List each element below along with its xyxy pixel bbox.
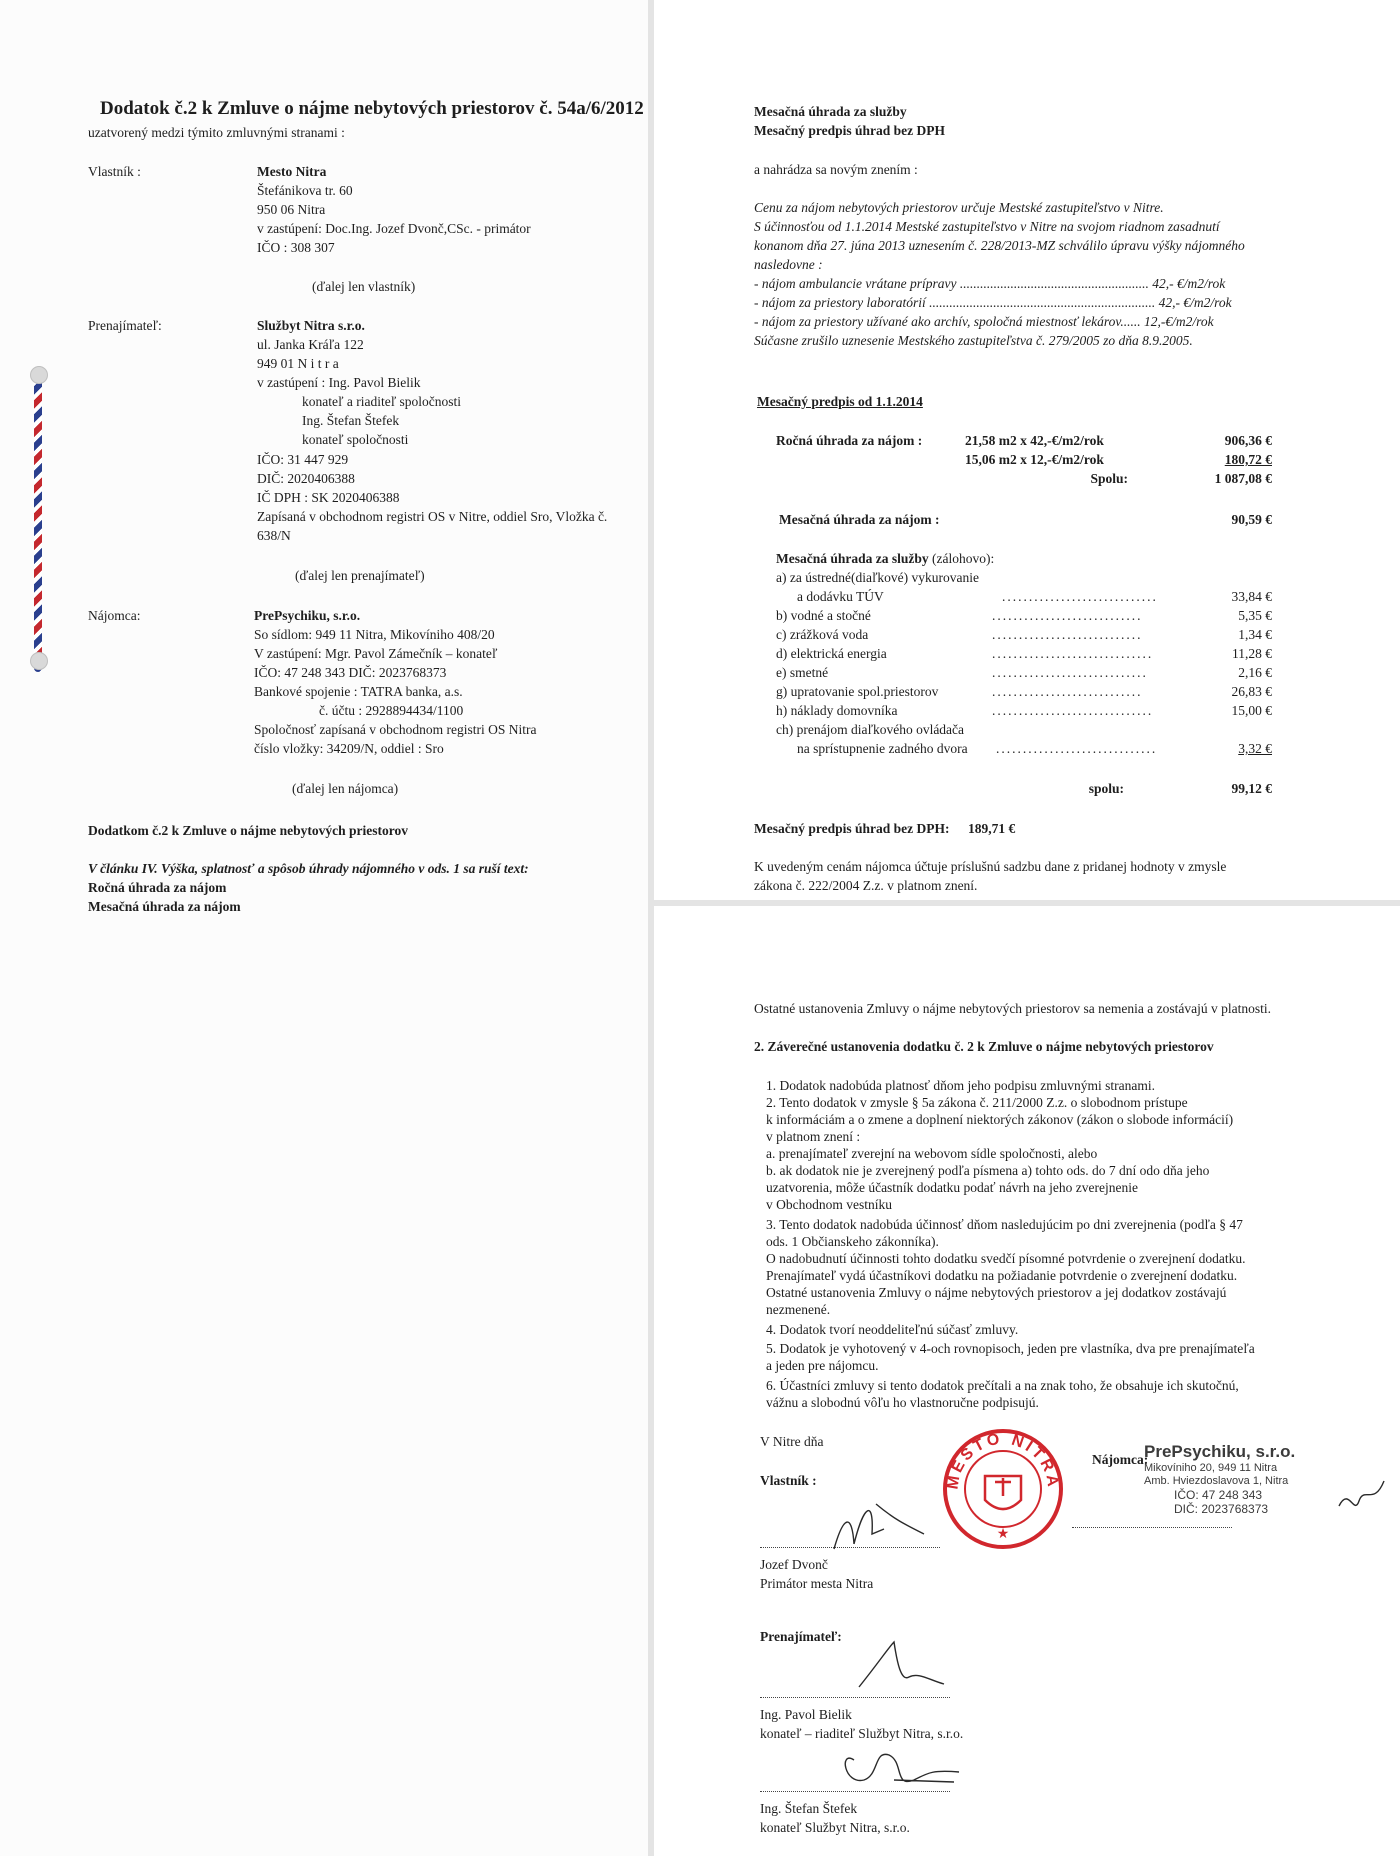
leader-dots: ............................	[992, 608, 1143, 623]
stamp-line: PrePsychiku, s.r.o.	[1144, 1442, 1296, 1461]
service-label: e) smetné	[776, 665, 829, 680]
tenant-line: IČO: 47 248 343 DIČ: 2023768373	[254, 665, 447, 680]
lessor-line: Ing. Štefan Štefek	[302, 413, 400, 428]
rent-text-line: Súčasne zrušilo uznesenie Mestského zastupiteľstva č. 279/2005 zo dňa 8.9.2005.	[754, 333, 1193, 348]
tenant-signature	[1334, 1476, 1390, 1526]
clause-line: Ostatné ustanovenia Zmluvy o nájme nebytových priestorov a jej dodatkov zostávajú	[766, 1285, 1227, 1300]
tenant-line: V zastúpení: Mgr. Pavol Zámečník – konateľ	[254, 646, 498, 661]
lessor-signatory-title: konateľ Službyt Nitra, s.r.o.	[760, 1820, 910, 1835]
lessor-line: 949 01 N i t r a	[257, 356, 339, 371]
stamp-line: DIČ: 2023768373	[1174, 1502, 1269, 1516]
annual-row-value: 180,72 €	[1224, 452, 1272, 467]
service-value: 5,35 €	[1238, 608, 1272, 623]
monthly-total-value: 189,71 €	[968, 821, 1016, 836]
services-sum-value: 99,12 €	[1231, 781, 1272, 796]
owner-signature	[824, 1494, 934, 1564]
annual-sum-value: 1 087,08 €	[1214, 471, 1272, 486]
tenant-line: So sídlom: 949 11 Nitra, Mikovíniho 408/20	[254, 627, 495, 642]
leader-dots: ............................	[992, 684, 1143, 699]
binding-cord	[34, 372, 42, 672]
clause-line: a jeden pre nájomcu.	[766, 1358, 879, 1373]
document-title: Dodatok č.2 k Zmluve o nájme nebytových priestorov č. 54a/6/2012	[100, 98, 644, 119]
lessor-line: v zastúpení : Ing. Pavol Bielik	[257, 375, 421, 390]
service-label: g) upratovanie spol.priestorov	[776, 684, 939, 699]
owner-line: IČO : 308 307	[257, 240, 335, 255]
annual-row-calc: 15,06 m2 x 12,-€/m2/rok	[965, 452, 1104, 467]
page-right-bottom	[654, 906, 1400, 1856]
service-label: h) náklady domovníka	[776, 703, 898, 718]
monthly-rent-label: Mesačná úhrada za nájom :	[779, 512, 940, 527]
clause-line: Prenajímateľ vydá účastníkovi dodatku na požiadanie potvrdenie o zverejnení dodatku.	[766, 1268, 1238, 1283]
tenant-line: číslo vložky: 34209/N, oddiel : Sro	[254, 741, 444, 756]
services-heading-suffix: (zálohovo):	[932, 551, 995, 566]
final-provisions-heading: 2. Záverečné ustanovenia dodatku č. 2 k Zmluve o nájme nebytových priestorov	[754, 1039, 1214, 1054]
lessor-line: Službyt Nitra s.r.o.	[257, 318, 365, 333]
service-value: 15,00 €	[1231, 703, 1272, 718]
clause-line: v platnom znení :	[766, 1129, 861, 1144]
vat-note: K uvedeným cenám nájomca účtuje príslušnú sadzbu dane z pridanej hodnoty v zmysle	[754, 859, 1227, 874]
clause-line: 3. Tento dodatok nadobúda účinnosť dňom nasledujúcim po dni zverejnenia (podľa § 47	[766, 1217, 1243, 1232]
stamp-round-text: MESTO NITRA	[944, 1430, 1062, 1491]
owner-signature-line	[760, 1546, 940, 1548]
leader-dots: ..............................	[992, 646, 1154, 661]
stamp-line: Amb. Hviezdoslavova 1, Nitra	[1144, 1475, 1289, 1487]
owner-line: 950 06 Nitra	[257, 202, 326, 217]
services-heading-text: Mesačná úhrada za služby	[776, 551, 929, 566]
replacement-intro: a nahrádza sa novým znením :	[754, 162, 918, 177]
rent-text-line: - nájom ambulancie vrátane prípravy ........................................................ 42,- €/m2/rok	[754, 276, 1226, 291]
lessor-signature-line-2	[760, 1790, 950, 1792]
leader-dots: .............................	[1002, 589, 1158, 604]
leader-dots: ............................	[992, 627, 1143, 642]
tenant-line: Spoločnosť zapísaná v obchodnom registri OS Nitra	[254, 722, 537, 737]
tenant-line: Bankové spojenie : TATRA banka, a.s.	[254, 684, 463, 699]
rent-text-line: S účinnosťou od 1.1.2014 Mestské zastupiteľstvo v Nitre na svojom riadnom zasadnutí	[754, 219, 1220, 234]
rent-text-line: nasledovne :	[754, 257, 823, 272]
service-value: 3,32 €	[1238, 741, 1272, 756]
place-date: V Nitre dňa	[760, 1434, 824, 1449]
service-label: a) za ústredné(diaľkové) vykurovanie	[776, 570, 980, 585]
tenant-signature-label: Nájomca:	[1092, 1452, 1149, 1467]
lessor-signature-label: Prenajímateľ:	[760, 1629, 842, 1644]
clause-line: v Obchodnom vestníku	[766, 1197, 892, 1212]
services-heading	[776, 550, 994, 567]
annual-row-calc: 21,58 m2 x 42,-€/m2/rok	[965, 433, 1104, 448]
vat-note: zákona č. 222/2004 Z.z. v platnom znení.	[754, 878, 978, 893]
page-right-top	[654, 0, 1400, 900]
tenant-alias: (ďalej len nájomca)	[292, 781, 399, 796]
owner-label: Vlastník :	[88, 164, 141, 179]
city-seal-icon	[940, 1426, 1066, 1552]
lessor-line: 638/N	[257, 528, 291, 543]
leader-dots: ..............................	[992, 703, 1154, 718]
lessor-signatory: Ing. Pavol Bielik	[760, 1707, 852, 1722]
owner-alias: (ďalej len vlastník)	[312, 279, 416, 294]
clause-line: k informáciám a o zmene a doplnení niektorých zákonov (zákon o slobode informácií)	[766, 1112, 1234, 1127]
lessor-line: ul. Janka Kráľa 122	[257, 337, 364, 352]
owner-line: Štefánikova tr. 60	[257, 183, 353, 198]
clause-line: uzatvorenia, môže účastník dodatku podať návrh na jeho zverejnenie	[766, 1180, 1138, 1195]
lessor-alias: (ďalej len prenajímateľ)	[295, 568, 425, 583]
article-text: V článku IV. Výška, splatnosť a spôsob úhrady nájomného v ods. 1 sa ruší text:	[88, 861, 529, 876]
stamp-line: Mikovíniho 20, 949 11 Nitra	[1144, 1462, 1278, 1474]
clause-line: b. ak dodatok nie je zverejnený podľa písmena a) tohto ods. do 7 dní odo dňa jeho	[766, 1163, 1210, 1178]
annual-sum-label: Spolu:	[1090, 471, 1128, 486]
tenant-line: PrePsychiku, s.r.o.	[254, 608, 361, 623]
service-label: a dodávku TÚV	[797, 589, 884, 604]
service-value: 11,28 €	[1232, 646, 1272, 661]
removed-line: Ročná úhrada za nájom	[88, 880, 227, 895]
tenant-signature-line	[1072, 1526, 1232, 1528]
lessor-signature-line-1	[760, 1696, 950, 1698]
owner-signature-label: Vlastník :	[760, 1473, 817, 1488]
lessor-signatory-title: konateľ – riaditeľ Službyt Nitra, s.r.o.	[760, 1726, 964, 1741]
lessor-line: IČO: 31 447 929	[257, 452, 349, 467]
monthly-total-label: Mesačný predpis úhrad bez DPH:	[754, 821, 950, 836]
lessor-line: konateľ a riaditeľ spoločnosti	[302, 394, 462, 409]
page-left	[0, 0, 648, 1856]
punch-hole-top	[30, 366, 48, 384]
lessor-signatory: Ing. Štefan Štefek	[760, 1801, 858, 1816]
stamp-line: IČO: 47 248 343	[1174, 1488, 1263, 1502]
clause-line: 5. Dodatok je vyhotovený v 4-och rovnopisoch, jeden pre vlastníka, dva pre prenajímateľa	[766, 1341, 1255, 1356]
owner-line: Mesto Nitra	[257, 164, 327, 179]
service-value: 2,16 €	[1238, 665, 1272, 680]
tenant-label: Nájomca:	[88, 608, 141, 623]
mesto-nitra-stamp	[940, 1426, 1066, 1552]
lessor-line: konateľ spoločnosti	[302, 432, 409, 447]
document-subtitle: uzatvorený medzi týmito zmluvnými stranami :	[88, 125, 345, 140]
owner-signatory-title: Primátor mesta Nitra	[760, 1576, 874, 1591]
lessor-label: Prenajímateľ:	[88, 318, 162, 333]
clause-line: 1. Dodatok nadobúda platnosť dňom jeho podpisu zmluvnými stranami.	[766, 1078, 1155, 1093]
service-label: d) elektrická energia	[776, 646, 887, 661]
rent-text-line: - nájom za priestory užívané ako archív, spoločná miestnosť lekárov...... 12,-€/m2/rok	[754, 314, 1214, 329]
rent-text-line: - nájom za priestory laboratórií ................................................................... 42,- €/m2/rok	[754, 295, 1232, 310]
clause-line: nezmenené.	[766, 1302, 831, 1317]
service-label: c) zrážková voda	[776, 627, 869, 642]
clause-line: 4. Dodatok tvorí neoddeliteľnú súčasť zmluvy.	[766, 1322, 1019, 1337]
annual-row-value: 906,36 €	[1224, 433, 1272, 448]
service-value: 33,84 €	[1231, 589, 1272, 604]
rent-text-line: konanom dňa 27. júna 2013 uznesením č. 228/2013-MZ schválilo úpravu výšky nájomného	[754, 238, 1245, 253]
removed-line: Mesačná úhrada za služby	[754, 104, 907, 119]
tenant-line: č. účtu : 2928894434/1100	[319, 703, 464, 718]
lessor-line: IČ DPH : SK 2020406388	[257, 490, 400, 505]
owner-line: v zastúpení: Doc.Ing. Jozef Dvonč,CSc. - primátor	[257, 221, 531, 236]
closing-intro: Ostatné ustanovenia Zmluvy o nájme nebytových priestorov sa nemenia a zostávajú v platnosti.	[754, 1001, 1271, 1016]
clause-line: a. prenajímateľ zverejní na webovom sídle spoločnosti, alebo	[766, 1146, 1098, 1161]
annual-label: Ročná úhrada za nájom :	[776, 433, 923, 448]
punch-hole-bottom	[30, 652, 48, 670]
service-value: 26,83 €	[1231, 684, 1272, 699]
service-value: 1,34 €	[1238, 627, 1272, 642]
schedule-heading: Mesačný predpis od 1.1.2014	[757, 394, 923, 409]
lessor-line: DIČ: 2020406388	[257, 471, 355, 486]
leader-dots: .............................	[992, 665, 1148, 680]
monthly-rent-value: 90,59 €	[1231, 512, 1272, 527]
services-sum-label: spolu:	[1088, 781, 1124, 796]
seal-star: ★	[996, 1525, 1010, 1541]
amendment-heading: Dodatkom č.2 k Zmluve o nájme nebytových priestorov	[88, 823, 408, 838]
service-label: na sprístupnenie zadného dvora	[797, 741, 968, 756]
service-label: b) vodné a stočné	[776, 608, 871, 623]
clause-line: 2. Tento dodatok v zmysle § 5a zákona č. 211/2000 Z.z. o slobodnom prístupe	[766, 1095, 1188, 1110]
clause-line: vážnu a slobodnú vôľu ho vlastnoručne podpisujú.	[766, 1395, 1039, 1410]
rent-text-line: Cenu za nájom nebytových priestorov určuje Mestské zastupiteľstvo v Nitre.	[754, 200, 1164, 215]
clause-line: 6. Účastníci zmluvy si tento dodatok prečítali a na znak toho, že obsahuje ich skutočnú,	[766, 1378, 1239, 1393]
removed-line: Mesačná úhrada za nájom	[88, 899, 241, 914]
leader-dots: ..............................	[996, 741, 1158, 756]
clause-line: O nadobudnutí účinnosti tohto dodatku svedčí písomné potvrdenie o zverejnení dodatku.	[766, 1251, 1246, 1266]
lessor-line: Zapísaná v obchodnom registri OS v Nitre, oddiel Sro, Vložka č.	[257, 509, 608, 524]
removed-line: Mesačný predpis úhrad bez DPH	[754, 123, 946, 138]
clause-line: ods. 1 Občianskeho zákonníka).	[766, 1234, 939, 1249]
lessor-signature-1	[849, 1632, 949, 1702]
service-label: ch) prenájom diaľkového ovládača	[776, 722, 965, 737]
owner-signatory: Jozef Dvonč	[760, 1557, 828, 1572]
